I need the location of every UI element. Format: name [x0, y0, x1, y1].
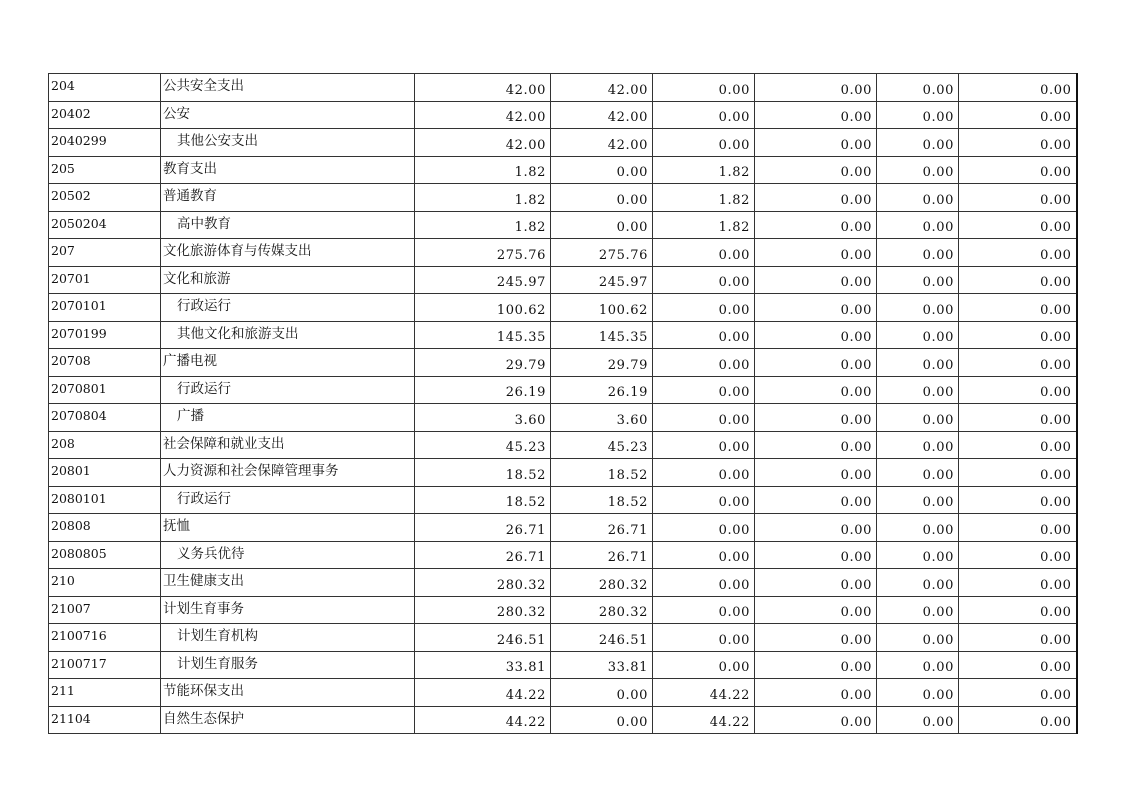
amount-cell: 33.81 — [415, 651, 551, 679]
subject-name-cell: 行政运行 — [161, 294, 415, 322]
amount-cell: 0.00 — [755, 376, 877, 404]
amount-cell: 44.22 — [653, 679, 755, 707]
subject-code-cell: 20808 — [49, 514, 161, 542]
amount-cell: 0.00 — [653, 541, 755, 569]
amount-cell: 0.00 — [959, 129, 1077, 157]
amount-cell: 0.00 — [755, 459, 877, 487]
table-row — [49, 129, 1077, 157]
amount-cell: 0.00 — [755, 404, 877, 432]
amount-cell: 0.00 — [959, 239, 1077, 267]
subject-code-cell: 21007 — [49, 596, 161, 624]
amount-cell: 0.00 — [653, 624, 755, 652]
amount-cell: 42.00 — [415, 74, 551, 102]
amount-cell: 0.00 — [877, 651, 959, 679]
subject-code-cell: 2070199 — [49, 321, 161, 349]
amount-cell: 0.00 — [755, 184, 877, 212]
amount-cell: 0.00 — [877, 679, 959, 707]
amount-cell: 18.52 — [415, 459, 551, 487]
amount-cell: 100.62 — [415, 294, 551, 322]
table-body — [49, 74, 1077, 734]
amount-cell: 0.00 — [551, 211, 653, 239]
amount-cell: 0.00 — [877, 706, 959, 734]
table-row — [49, 404, 1077, 432]
amount-cell: 280.32 — [415, 596, 551, 624]
amount-cell: 1.82 — [415, 184, 551, 212]
amount-cell: 44.22 — [415, 706, 551, 734]
amount-cell: 0.00 — [877, 431, 959, 459]
amount-cell: 0.00 — [653, 404, 755, 432]
table-row — [49, 74, 1077, 102]
amount-cell: 0.00 — [653, 239, 755, 267]
amount-cell: 0.00 — [755, 651, 877, 679]
subject-code-cell: 2070801 — [49, 376, 161, 404]
amount-cell: 280.32 — [551, 596, 653, 624]
amount-cell: 0.00 — [551, 706, 653, 734]
subject-code-cell: 211 — [49, 679, 161, 707]
subject-code-cell: 2050204 — [49, 211, 161, 239]
table-row — [49, 321, 1077, 349]
table-row — [49, 624, 1077, 652]
amount-cell: 0.00 — [877, 541, 959, 569]
amount-cell: 145.35 — [415, 321, 551, 349]
table-row — [49, 184, 1077, 212]
amount-cell: 0.00 — [959, 321, 1077, 349]
amount-cell: 0.00 — [653, 569, 755, 597]
subject-name-cell: 行政运行 — [161, 376, 415, 404]
amount-cell: 0.00 — [959, 156, 1077, 184]
amount-cell: 29.79 — [415, 349, 551, 377]
amount-cell: 0.00 — [755, 129, 877, 157]
amount-cell: 0.00 — [755, 624, 877, 652]
amount-cell: 0.00 — [653, 376, 755, 404]
amount-cell: 0.00 — [755, 486, 877, 514]
budget-table — [48, 73, 1078, 734]
subject-name-cell: 其他公安支出 — [161, 129, 415, 157]
amount-cell: 0.00 — [959, 706, 1077, 734]
amount-cell: 0.00 — [653, 266, 755, 294]
amount-cell: 0.00 — [959, 679, 1077, 707]
amount-cell: 0.00 — [755, 211, 877, 239]
subject-code-cell: 21104 — [49, 706, 161, 734]
amount-cell: 0.00 — [959, 651, 1077, 679]
amount-cell: 26.71 — [551, 541, 653, 569]
amount-cell: 0.00 — [653, 129, 755, 157]
amount-cell: 280.32 — [415, 569, 551, 597]
subject-name-cell: 高中教育 — [161, 211, 415, 239]
amount-cell: 0.00 — [959, 101, 1077, 129]
amount-cell: 280.32 — [551, 569, 653, 597]
amount-cell: 0.00 — [653, 74, 755, 102]
amount-cell: 0.00 — [653, 596, 755, 624]
amount-cell: 0.00 — [551, 184, 653, 212]
amount-cell: 0.00 — [877, 211, 959, 239]
amount-cell: 26.71 — [415, 514, 551, 542]
amount-cell: 0.00 — [755, 349, 877, 377]
subject-name-cell: 计划生育机构 — [161, 624, 415, 652]
amount-cell: 0.00 — [959, 514, 1077, 542]
amount-cell: 0.00 — [959, 596, 1077, 624]
amount-cell: 0.00 — [653, 486, 755, 514]
amount-cell: 0.00 — [959, 376, 1077, 404]
amount-cell: 0.00 — [653, 459, 755, 487]
amount-cell: 1.82 — [415, 156, 551, 184]
subject-name-cell: 社会保障和就业支出 — [161, 431, 415, 459]
subject-name-cell: 计划生育服务 — [161, 651, 415, 679]
amount-cell: 245.97 — [551, 266, 653, 294]
table-row — [49, 349, 1077, 377]
subject-code-cell: 2080101 — [49, 486, 161, 514]
table-row — [49, 156, 1077, 184]
amount-cell: 245.97 — [415, 266, 551, 294]
subject-code-cell: 2100716 — [49, 624, 161, 652]
amount-cell: 42.00 — [551, 129, 653, 157]
amount-cell: 18.52 — [551, 486, 653, 514]
amount-cell: 1.82 — [653, 156, 755, 184]
amount-cell: 0.00 — [959, 74, 1077, 102]
amount-cell: 0.00 — [755, 74, 877, 102]
amount-cell: 0.00 — [653, 431, 755, 459]
amount-cell: 44.22 — [415, 679, 551, 707]
table-row — [49, 651, 1077, 679]
table-row — [49, 541, 1077, 569]
amount-cell: 0.00 — [755, 101, 877, 129]
subject-code-cell: 207 — [49, 239, 161, 267]
amount-cell: 18.52 — [551, 459, 653, 487]
table-row — [49, 376, 1077, 404]
amount-cell: 1.82 — [415, 211, 551, 239]
subject-code-cell: 2100717 — [49, 651, 161, 679]
table-row — [49, 486, 1077, 514]
amount-cell: 0.00 — [959, 184, 1077, 212]
table-row — [49, 459, 1077, 487]
amount-cell: 42.00 — [415, 129, 551, 157]
subject-name-cell: 公安 — [161, 101, 415, 129]
subject-code-cell: 2070101 — [49, 294, 161, 322]
amount-cell: 0.00 — [959, 211, 1077, 239]
amount-cell: 44.22 — [653, 706, 755, 734]
amount-cell: 1.82 — [653, 184, 755, 212]
amount-cell: 0.00 — [653, 294, 755, 322]
amount-cell: 0.00 — [755, 431, 877, 459]
amount-cell: 145.35 — [551, 321, 653, 349]
table-row — [49, 239, 1077, 267]
amount-cell: 0.00 — [755, 706, 877, 734]
amount-cell: 0.00 — [755, 679, 877, 707]
subject-code-cell: 205 — [49, 156, 161, 184]
table-row — [49, 266, 1077, 294]
amount-cell: 0.00 — [877, 266, 959, 294]
subject-name-cell: 节能环保支出 — [161, 679, 415, 707]
amount-cell: 0.00 — [959, 266, 1077, 294]
amount-cell: 26.71 — [415, 541, 551, 569]
subject-name-cell: 抚恤 — [161, 514, 415, 542]
amount-cell: 0.00 — [877, 129, 959, 157]
table-row — [49, 514, 1077, 542]
subject-name-cell: 广播电视 — [161, 349, 415, 377]
amount-cell: 0.00 — [959, 404, 1077, 432]
amount-cell: 0.00 — [653, 651, 755, 679]
subject-name-cell: 卫生健康支出 — [161, 569, 415, 597]
table-row — [49, 706, 1077, 734]
amount-cell: 42.00 — [551, 101, 653, 129]
amount-cell: 45.23 — [415, 431, 551, 459]
amount-cell: 0.00 — [653, 514, 755, 542]
amount-cell: 246.51 — [551, 624, 653, 652]
amount-cell: 0.00 — [959, 569, 1077, 597]
amount-cell: 0.00 — [877, 184, 959, 212]
subject-name-cell: 义务兵优待 — [161, 541, 415, 569]
amount-cell: 0.00 — [877, 459, 959, 487]
amount-cell: 0.00 — [653, 101, 755, 129]
subject-code-cell: 20708 — [49, 349, 161, 377]
amount-cell: 33.81 — [551, 651, 653, 679]
amount-cell: 0.00 — [877, 596, 959, 624]
amount-cell: 0.00 — [755, 541, 877, 569]
subject-name-cell: 行政运行 — [161, 486, 415, 514]
amount-cell: 0.00 — [959, 294, 1077, 322]
amount-cell: 0.00 — [551, 156, 653, 184]
subject-name-cell: 人力资源和社会保障管理事务 — [161, 459, 415, 487]
amount-cell: 0.00 — [755, 156, 877, 184]
amount-cell: 0.00 — [959, 624, 1077, 652]
subject-name-cell: 文化和旅游 — [161, 266, 415, 294]
amount-cell: 0.00 — [877, 624, 959, 652]
amount-cell: 0.00 — [653, 321, 755, 349]
amount-cell: 0.00 — [877, 321, 959, 349]
amount-cell: 0.00 — [959, 349, 1077, 377]
table-row — [49, 211, 1077, 239]
subject-code-cell: 210 — [49, 569, 161, 597]
table-row — [49, 294, 1077, 322]
subject-name-cell: 自然生态保护 — [161, 706, 415, 734]
amount-cell: 42.00 — [415, 101, 551, 129]
amount-cell: 0.00 — [959, 541, 1077, 569]
table-row — [49, 569, 1077, 597]
amount-cell: 0.00 — [653, 349, 755, 377]
subject-code-cell: 20701 — [49, 266, 161, 294]
table-row — [49, 679, 1077, 707]
subject-name-cell: 计划生育事务 — [161, 596, 415, 624]
amount-cell: 0.00 — [877, 376, 959, 404]
subject-name-cell: 广播 — [161, 404, 415, 432]
subject-code-cell: 20801 — [49, 459, 161, 487]
subject-name-cell: 公共安全支出 — [161, 74, 415, 102]
amount-cell: 0.00 — [755, 239, 877, 267]
amount-cell: 3.60 — [415, 404, 551, 432]
subject-name-cell: 教育支出 — [161, 156, 415, 184]
amount-cell: 0.00 — [877, 349, 959, 377]
amount-cell: 0.00 — [877, 294, 959, 322]
amount-cell: 0.00 — [877, 156, 959, 184]
amount-cell: 29.79 — [551, 349, 653, 377]
amount-cell: 26.19 — [551, 376, 653, 404]
amount-cell: 0.00 — [755, 266, 877, 294]
amount-cell: 26.71 — [551, 514, 653, 542]
amount-cell: 0.00 — [755, 569, 877, 597]
subject-code-cell: 20502 — [49, 184, 161, 212]
amount-cell: 3.60 — [551, 404, 653, 432]
amount-cell: 1.82 — [653, 211, 755, 239]
amount-cell: 0.00 — [755, 321, 877, 349]
subject-code-cell: 204 — [49, 74, 161, 102]
subject-code-cell: 208 — [49, 431, 161, 459]
table-row — [49, 101, 1077, 129]
amount-cell: 18.52 — [415, 486, 551, 514]
subject-code-cell: 20402 — [49, 101, 161, 129]
amount-cell: 45.23 — [551, 431, 653, 459]
amount-cell: 0.00 — [877, 486, 959, 514]
amount-cell: 246.51 — [415, 624, 551, 652]
amount-cell: 0.00 — [755, 294, 877, 322]
amount-cell: 42.00 — [551, 74, 653, 102]
table-row — [49, 431, 1077, 459]
amount-cell: 100.62 — [551, 294, 653, 322]
subject-code-cell: 2080805 — [49, 541, 161, 569]
amount-cell: 0.00 — [959, 431, 1077, 459]
subject-name-cell: 普通教育 — [161, 184, 415, 212]
amount-cell: 0.00 — [877, 101, 959, 129]
amount-cell: 0.00 — [877, 239, 959, 267]
amount-cell: 0.00 — [877, 569, 959, 597]
amount-cell: 0.00 — [877, 404, 959, 432]
amount-cell: 275.76 — [415, 239, 551, 267]
amount-cell: 0.00 — [755, 596, 877, 624]
amount-cell: 0.00 — [551, 679, 653, 707]
amount-cell: 0.00 — [877, 74, 959, 102]
subject-code-cell: 2070804 — [49, 404, 161, 432]
amount-cell: 26.19 — [415, 376, 551, 404]
subject-name-cell: 文化旅游体育与传媒支出 — [161, 239, 415, 267]
amount-cell: 275.76 — [551, 239, 653, 267]
subject-code-cell: 2040299 — [49, 129, 161, 157]
amount-cell: 0.00 — [877, 514, 959, 542]
amount-cell: 0.00 — [755, 514, 877, 542]
table-row — [49, 596, 1077, 624]
amount-cell: 0.00 — [959, 486, 1077, 514]
subject-name-cell: 其他文化和旅游支出 — [161, 321, 415, 349]
amount-cell: 0.00 — [959, 459, 1077, 487]
